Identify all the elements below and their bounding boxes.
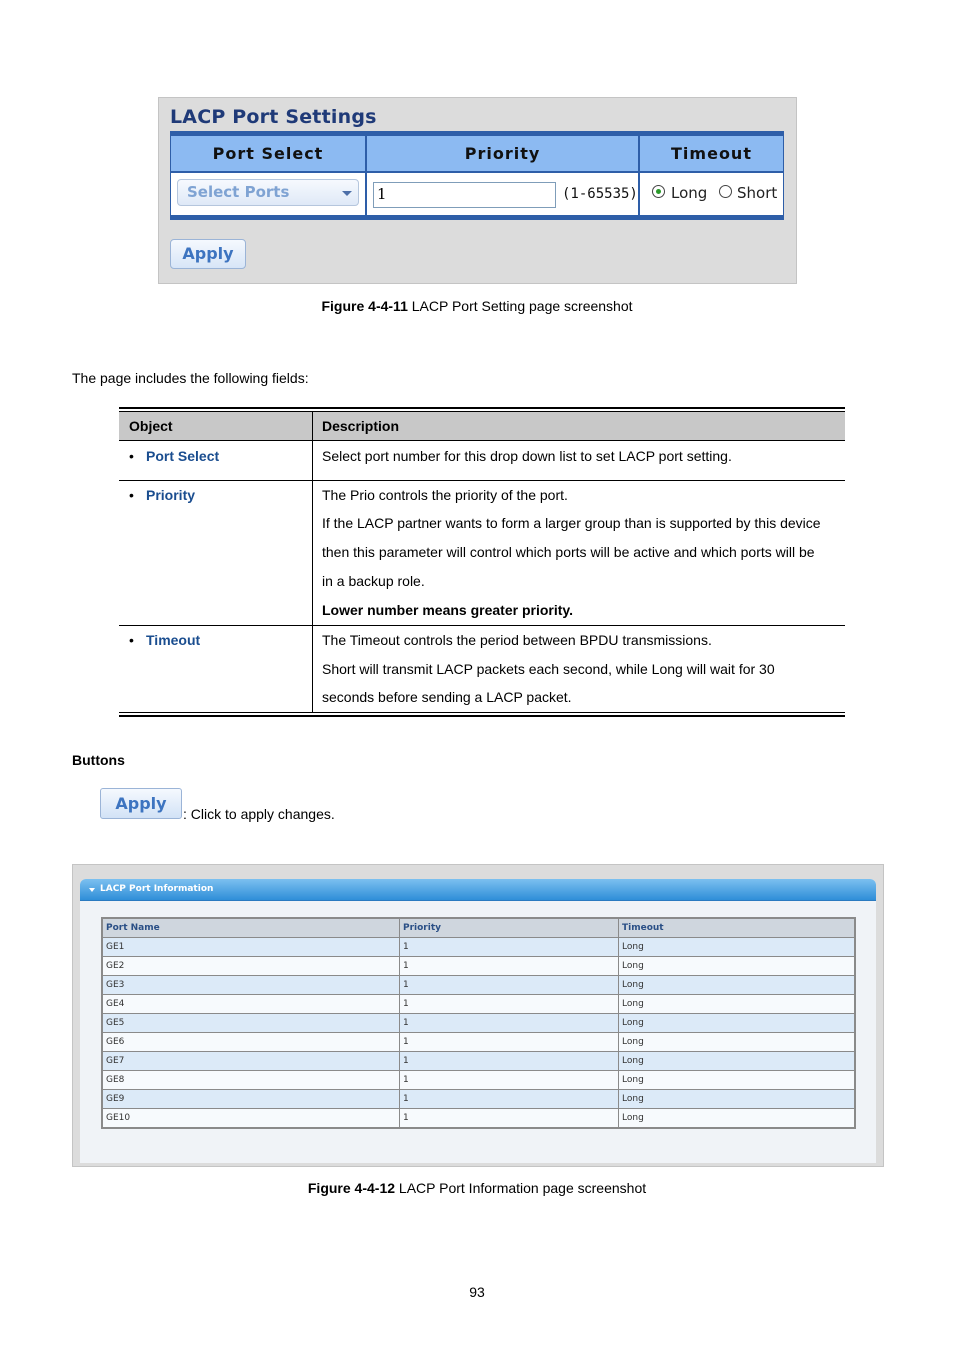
- table-row: [102, 1071, 855, 1090]
- desc-line: then this parameter will control which ports will be active and which ports will be: [322, 544, 815, 560]
- table-bottom-rule: [119, 712, 845, 713]
- panel-title-bar[interactable]: [80, 879, 876, 901]
- desc-line: in a backup role.: [322, 573, 425, 589]
- header-object: Object: [129, 418, 173, 434]
- timeout: Long: [619, 995, 856, 1014]
- priority: 1: [400, 995, 619, 1014]
- port-info-table: [101, 917, 856, 1129]
- header-port-select: Port Select: [171, 136, 367, 171]
- col-timeout: Timeout: [619, 918, 856, 938]
- desc-line: Select port number for this drop down list to set LACP port setting.: [322, 448, 732, 464]
- priority: 1: [400, 1090, 619, 1109]
- port-name: GE4: [102, 995, 400, 1014]
- port-name: GE10: [102, 1109, 400, 1129]
- table-row: [102, 1033, 855, 1052]
- figure2-caption: [0, 1180, 954, 1196]
- table-bottom-rule-double: [119, 715, 845, 717]
- header-priority: Priority: [367, 136, 640, 171]
- col-priority: Priority: [400, 918, 619, 938]
- timeout: Long: [619, 976, 856, 995]
- table-row: [102, 1014, 855, 1033]
- port-name: GE6: [102, 1033, 400, 1052]
- desc-line: Short will transmit LACP packets each second, while Long will wait for 30: [322, 661, 775, 677]
- lacp-port-settings-screenshot: [158, 97, 797, 284]
- table-row: [102, 957, 855, 976]
- timeout-long-radio[interactable]: [652, 185, 665, 198]
- priority: 1: [400, 1071, 619, 1090]
- desc-line: seconds before sending a LACP packet.: [322, 689, 572, 705]
- object-priority: Priority: [146, 487, 196, 503]
- collapse-caret-icon: [89, 888, 95, 892]
- row-divider: [119, 625, 845, 626]
- port-select-cell: [171, 171, 367, 215]
- desc-line: The Timeout controls the period between BPDU transmissions.: [322, 632, 712, 648]
- port-name: GE5: [102, 1014, 400, 1033]
- apply-button-example[interactable]: Apply: [100, 788, 182, 819]
- lacp-port-information-screenshot: [72, 864, 884, 1167]
- object-port-select: Port Select: [146, 448, 220, 464]
- figure2-caption-label: Figure 4-4-12: [307, 1180, 396, 1196]
- figure1-caption: [0, 298, 954, 314]
- intro-text: The page includes the following fields:: [72, 370, 309, 386]
- priority-range: (1-65535): [562, 186, 638, 202]
- priority: 1: [400, 957, 619, 976]
- port-name: GE2: [102, 957, 400, 976]
- port-name: GE3: [102, 976, 400, 995]
- priority: 1: [400, 938, 619, 957]
- priority-input[interactable]: 1: [373, 182, 556, 208]
- desc-line: If the LACP partner wants to form a larger group than is supported by this device: [322, 515, 821, 531]
- chevron-down-icon: [342, 191, 352, 196]
- radio-selected-dot: [656, 189, 661, 194]
- timeout: Long: [619, 1052, 856, 1071]
- row-divider: [119, 480, 845, 481]
- table-row: [102, 976, 855, 995]
- table-row: [102, 938, 855, 957]
- bullet: •: [129, 448, 134, 464]
- table-top-rule: [119, 407, 845, 409]
- buttons-heading: Buttons: [72, 752, 125, 768]
- settings-title: LACP Port Settings: [170, 106, 377, 128]
- apply-description: : Click to apply changes.: [183, 806, 335, 822]
- timeout: Long: [619, 1071, 856, 1090]
- timeout-short-radio[interactable]: [719, 185, 732, 198]
- port-name: GE7: [102, 1052, 400, 1071]
- settings-table: [170, 131, 784, 220]
- desc-line-bold: Lower number means greater priority.: [322, 602, 574, 618]
- table-row: [102, 1052, 855, 1071]
- figure1-caption-label: Figure 4-4-11: [321, 298, 408, 314]
- priority: 1: [400, 1033, 619, 1052]
- priority: 1: [400, 1109, 619, 1129]
- info-panel: [80, 879, 876, 1163]
- timeout: Long: [619, 1090, 856, 1109]
- header-description: Description: [322, 418, 400, 434]
- timeout: Long: [619, 938, 856, 957]
- object-timeout: Timeout: [146, 632, 201, 648]
- col-port-name: Port Name: [102, 918, 400, 938]
- priority: 1: [400, 976, 619, 995]
- timeout-cell: [640, 171, 783, 215]
- priority: 1: [400, 1014, 619, 1033]
- timeout-short-label: Short: [737, 184, 778, 202]
- bullet: •: [129, 487, 134, 503]
- table-row: [102, 1090, 855, 1109]
- table-row: [102, 1109, 855, 1129]
- timeout: Long: [619, 1033, 856, 1052]
- port-select-dropdown[interactable]: [177, 179, 359, 206]
- timeout: Long: [619, 1109, 856, 1129]
- timeout: Long: [619, 957, 856, 976]
- column-divider: [312, 411, 313, 713]
- table-row: [102, 995, 855, 1014]
- port-name: GE9: [102, 1090, 400, 1109]
- page-number: 93: [469, 1284, 485, 1300]
- timeout-long-label: Long: [671, 184, 708, 202]
- figure2-caption-text: LACP Port Information page screenshot: [395, 1180, 647, 1196]
- priority: 1: [400, 1052, 619, 1071]
- figure1-caption-text: LACP Port Setting page screenshot: [407, 298, 633, 314]
- apply-button[interactable]: Apply: [170, 239, 246, 269]
- bullet: •: [129, 632, 134, 648]
- port-select-value: Select Ports: [187, 183, 290, 201]
- panel-title: LACP Port Information: [100, 884, 214, 894]
- port-name: GE1: [102, 938, 400, 957]
- table-header: [119, 411, 845, 441]
- header-timeout: Timeout: [640, 136, 783, 171]
- timeout: Long: [619, 1014, 856, 1033]
- port-name: GE8: [102, 1071, 400, 1090]
- priority-cell: [367, 171, 640, 215]
- desc-line: The Prio controls the priority of the port.: [322, 487, 568, 503]
